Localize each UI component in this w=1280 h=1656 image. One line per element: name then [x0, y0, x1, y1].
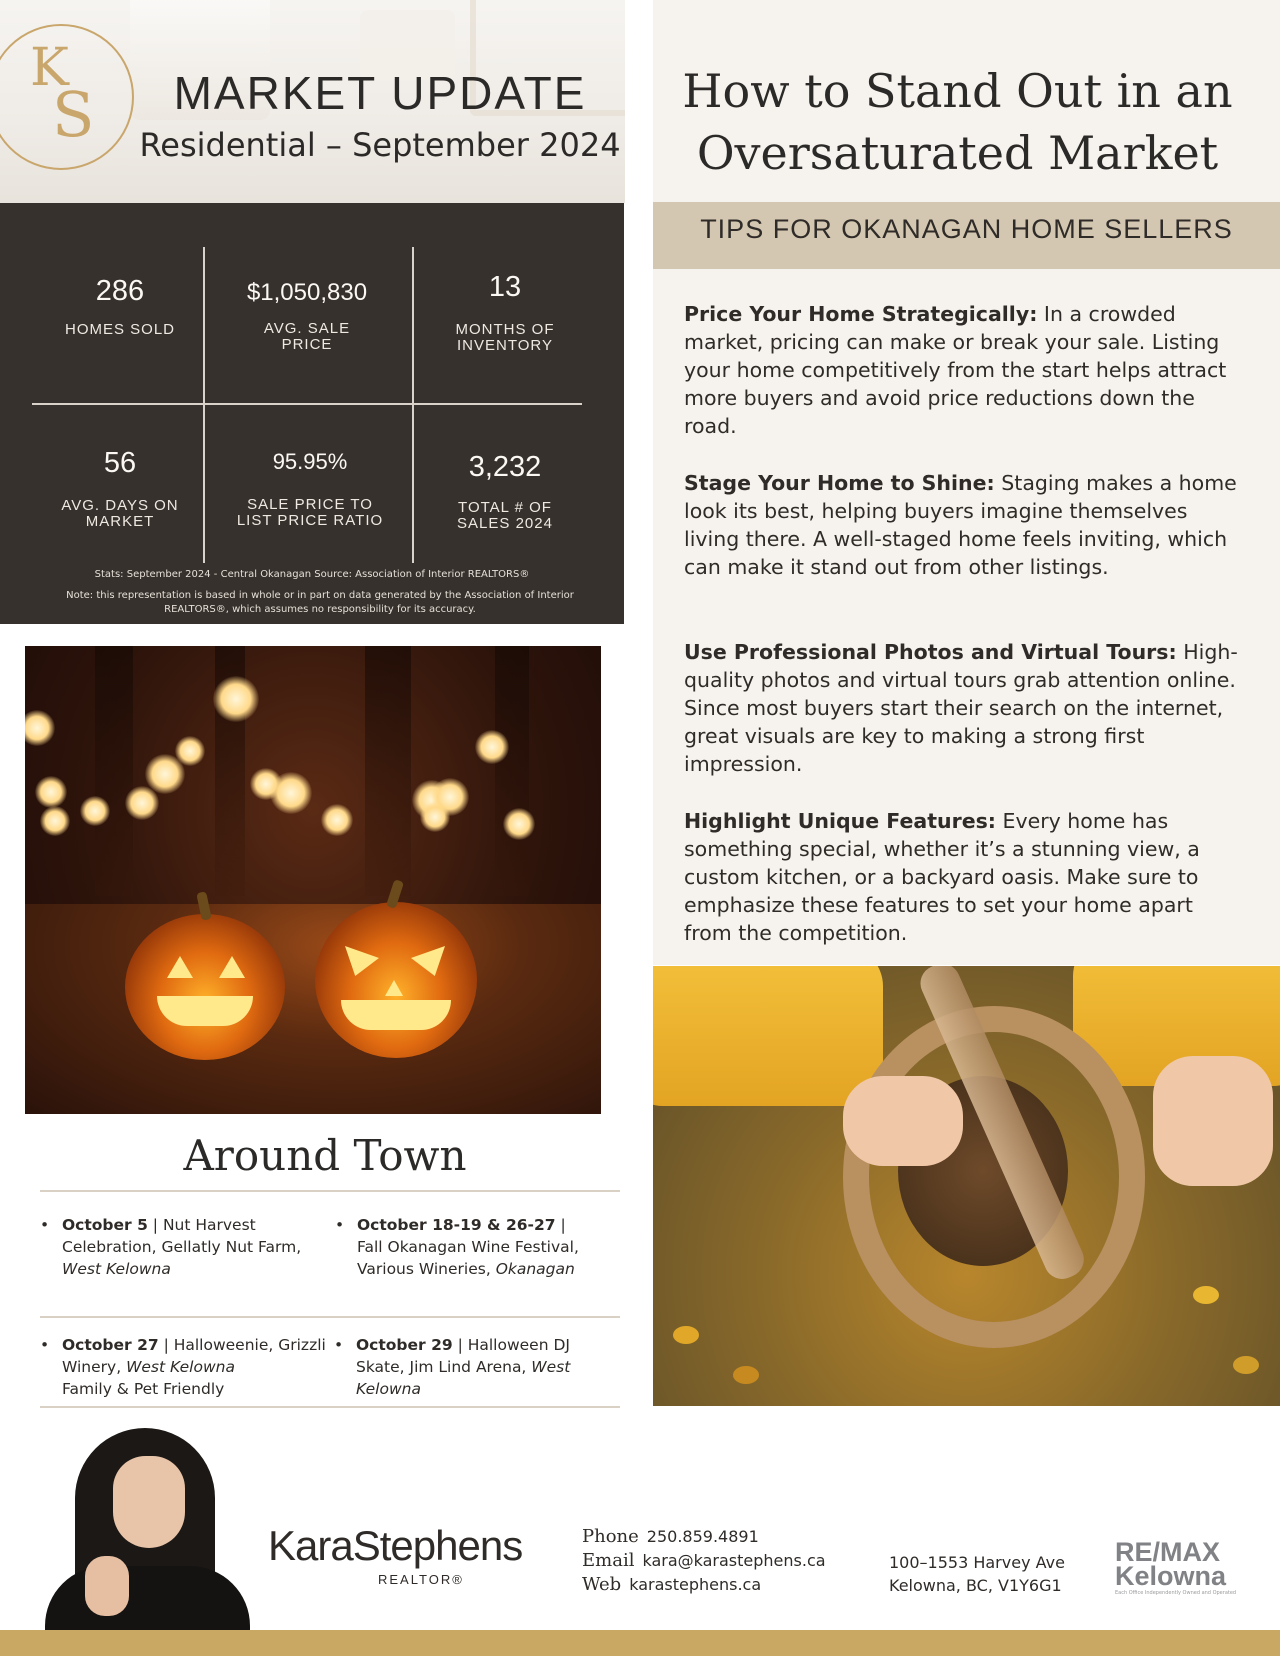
event-separator: | [158, 1336, 174, 1354]
stat-value: 286 [95, 275, 145, 307]
pumpkin-eye [219, 956, 245, 978]
contact-value[interactable]: kara@karastephens.ca [642, 1551, 826, 1570]
tip-heading: Stage Your Home to Shine: [684, 471, 995, 495]
remax-logo-line: RE/MAX [1115, 1537, 1221, 1567]
stat-label: AVG. DAYS ON MARKET [61, 497, 179, 530]
event-place: West Kelowna [62, 1260, 171, 1278]
event-separator: | [555, 1216, 566, 1234]
stat-label: MONTHS OF INVENTORY [455, 321, 555, 354]
pumpkin-mouth [157, 996, 253, 1026]
halloween-pumpkins-photo [25, 646, 601, 1114]
bullet-icon: • [334, 1336, 344, 1354]
logo-letter-k: K [30, 38, 69, 98]
section-rule [40, 1406, 620, 1408]
stat-homes-sold [30, 275, 210, 338]
stats-source: Stats: September 2024 - Central Okanagan Source: Association of Interior REALTORS® [94, 569, 530, 580]
portrait-face [113, 1456, 185, 1548]
event-date: October 29 [356, 1336, 453, 1354]
bokeh-light [420, 802, 450, 832]
brand-role: REALTOR® [378, 1572, 464, 1587]
bokeh-light [213, 676, 259, 722]
contact-email [582, 1550, 826, 1571]
remax-logo-line: Kelowna [1115, 1561, 1227, 1591]
event-text: Fall Okanagan Wine Festival, Various Wineries, [357, 1238, 579, 1278]
contact-key: Phone [582, 1526, 639, 1547]
stat-sale-to-list-ratio [215, 449, 405, 529]
stat-months-inventory [420, 271, 590, 354]
office-address-line: 100–1553 Harvey Ave [889, 1553, 1065, 1572]
bokeh-light [503, 808, 535, 840]
pumpkin-mouth [341, 1000, 451, 1030]
pumpkin-eye [345, 946, 379, 976]
event-item [335, 1214, 592, 1280]
event-text: Halloweenie, Grizzli Winery, [62, 1336, 326, 1376]
stat-value: 56 [103, 447, 137, 479]
stats-divider [412, 247, 414, 563]
remax-fine-print: Each Office Independently Owned and Operated [1115, 1590, 1237, 1596]
brand-name: KaraStephens [268, 1522, 523, 1569]
agent-portrait [45, 1428, 250, 1656]
stats-divider [32, 403, 582, 405]
tip-paragraph [684, 469, 1239, 581]
leaf-shape [673, 1326, 699, 1344]
event-extra: Family & Pet Friendly [62, 1380, 225, 1398]
event-text: Nut Harvest Celebration, Gellatly Nut Farm, [62, 1216, 302, 1256]
stat-label: SALE PRICE TO LIST PRICE RATIO [236, 496, 384, 529]
bokeh-light [475, 730, 509, 764]
stat-value: $1,050,830 [246, 279, 368, 306]
event-date: October 18-19 & 26-27 [357, 1216, 556, 1234]
tip-heading: Use Professional Photos and Virtual Tours: [684, 640, 1177, 664]
around-town-title: Around Town [183, 1131, 467, 1180]
tip-paragraph [684, 638, 1239, 778]
event-separator: | [452, 1336, 468, 1354]
stat-avg-days-on-market [30, 447, 210, 530]
article-title-line: Oversaturated Market [696, 126, 1219, 180]
pumpkin-eye [167, 956, 193, 978]
event-item [40, 1334, 332, 1400]
event-item [334, 1334, 606, 1400]
stats-note: Note: this representation is based in whole or in part on data generated by the Association of Interior REALTORS®, which assumes no responsibility for its accuracy. [66, 590, 574, 615]
tip-paragraph [684, 300, 1239, 440]
contact-phone [582, 1526, 759, 1547]
tip-heading: Price Your Home Strategically: [684, 302, 1038, 326]
office-address-line: Kelowna, BC, V1Y6G1 [889, 1576, 1062, 1595]
stat-label: HOMES SOLD [64, 321, 176, 338]
event-item [40, 1214, 302, 1280]
article-title [660, 60, 1255, 184]
bokeh-light [321, 804, 353, 836]
stat-value: 95.95% [272, 449, 348, 474]
tip-paragraph [684, 807, 1239, 947]
footer-bar [0, 1630, 1280, 1656]
jack-o-lantern-right [315, 902, 477, 1058]
tip-body: Staging makes a home look its best, helping buyers imagine themselves living there. A well-staged home feels inviting, which can make it stand out from other listings. [684, 471, 1237, 579]
leaf-shape [1233, 1356, 1259, 1374]
tree-trunk [495, 646, 529, 896]
bullet-icon: • [40, 1216, 50, 1234]
pumpkin-nose [385, 980, 403, 996]
leaf-covered-ground [25, 904, 601, 1114]
contact-value[interactable]: 250.859.4891 [646, 1527, 759, 1546]
market-update-title: MARKET UPDATE [173, 67, 587, 119]
tip-body: In a crowded market, pricing can make or break your sale. Listing your home competitively from the start helps attract more buyers and avoid price reductions down the road. [684, 302, 1227, 438]
tree-trunk [95, 646, 133, 896]
jack-o-lantern-left [125, 914, 285, 1060]
stats-panel [0, 203, 624, 624]
tree-trunk [365, 646, 411, 896]
hand [1153, 1056, 1273, 1186]
bokeh-light [270, 772, 312, 814]
leaf-shape [733, 1366, 759, 1384]
section-rule [40, 1190, 620, 1192]
stat-total-sales-2024 [420, 451, 590, 532]
tip-body: Every home has something special, whether it’s a stunning view, a custom kitchen, or a backyard oasis. Make sure to emphasize these features to set your home apart from the competition. [684, 809, 1200, 945]
bokeh-light [25, 710, 55, 746]
bullet-icon: • [335, 1216, 345, 1234]
market-update-subtitle: Residential – September 2024 [139, 126, 621, 164]
pumpkin-eye [411, 946, 445, 976]
remax-logo [1115, 1537, 1227, 1591]
event-separator: | [147, 1216, 163, 1234]
contact-key: Email [582, 1550, 635, 1571]
bokeh-light [35, 776, 67, 808]
contact-value[interactable]: karastephens.ca [629, 1575, 762, 1594]
bullet-icon: • [40, 1336, 50, 1354]
event-text: Halloween DJ Skate, Jim Lind Arena, [356, 1336, 570, 1376]
section-rule [40, 1316, 620, 1318]
stat-label: TOTAL # OF SALES 2024 [457, 499, 553, 532]
tip-heading: Highlight Unique Features: [684, 809, 997, 833]
pumpkin-stem [196, 891, 212, 920]
stat-value: 13 [488, 271, 522, 303]
event-place: Okanagan [495, 1260, 575, 1278]
yellow-sleeve [653, 966, 883, 1106]
event-date: October 5 [62, 1216, 148, 1234]
hand [843, 1076, 963, 1166]
bokeh-light [40, 806, 70, 836]
autumn-basket-photo [653, 966, 1280, 1406]
leaf-shape [1193, 1286, 1219, 1304]
event-place: West Kelowna [126, 1358, 235, 1376]
article-title-line: How to Stand Out in an [682, 64, 1233, 118]
event-date: October 27 [62, 1336, 159, 1354]
event-place: West Kelowna [356, 1358, 571, 1398]
tips-band-label: TIPS FOR OKANAGAN HOME SELLERS [700, 214, 1233, 244]
bokeh-light [80, 796, 110, 826]
contact-key: Web [582, 1574, 622, 1595]
logo-letter-s: S [52, 78, 95, 151]
stat-label: AVG. SALE PRICE [263, 320, 351, 353]
bokeh-light [125, 786, 159, 820]
portrait-hand [85, 1556, 129, 1616]
stat-value: 3,232 [468, 451, 542, 483]
tip-body: High-quality photos and virtual tours grab attention online. Since most buyers start their search on the internet, great visuals are key to making a strong first impression. [684, 640, 1238, 776]
stat-avg-sale-price [222, 275, 392, 353]
contact-web [582, 1574, 761, 1595]
